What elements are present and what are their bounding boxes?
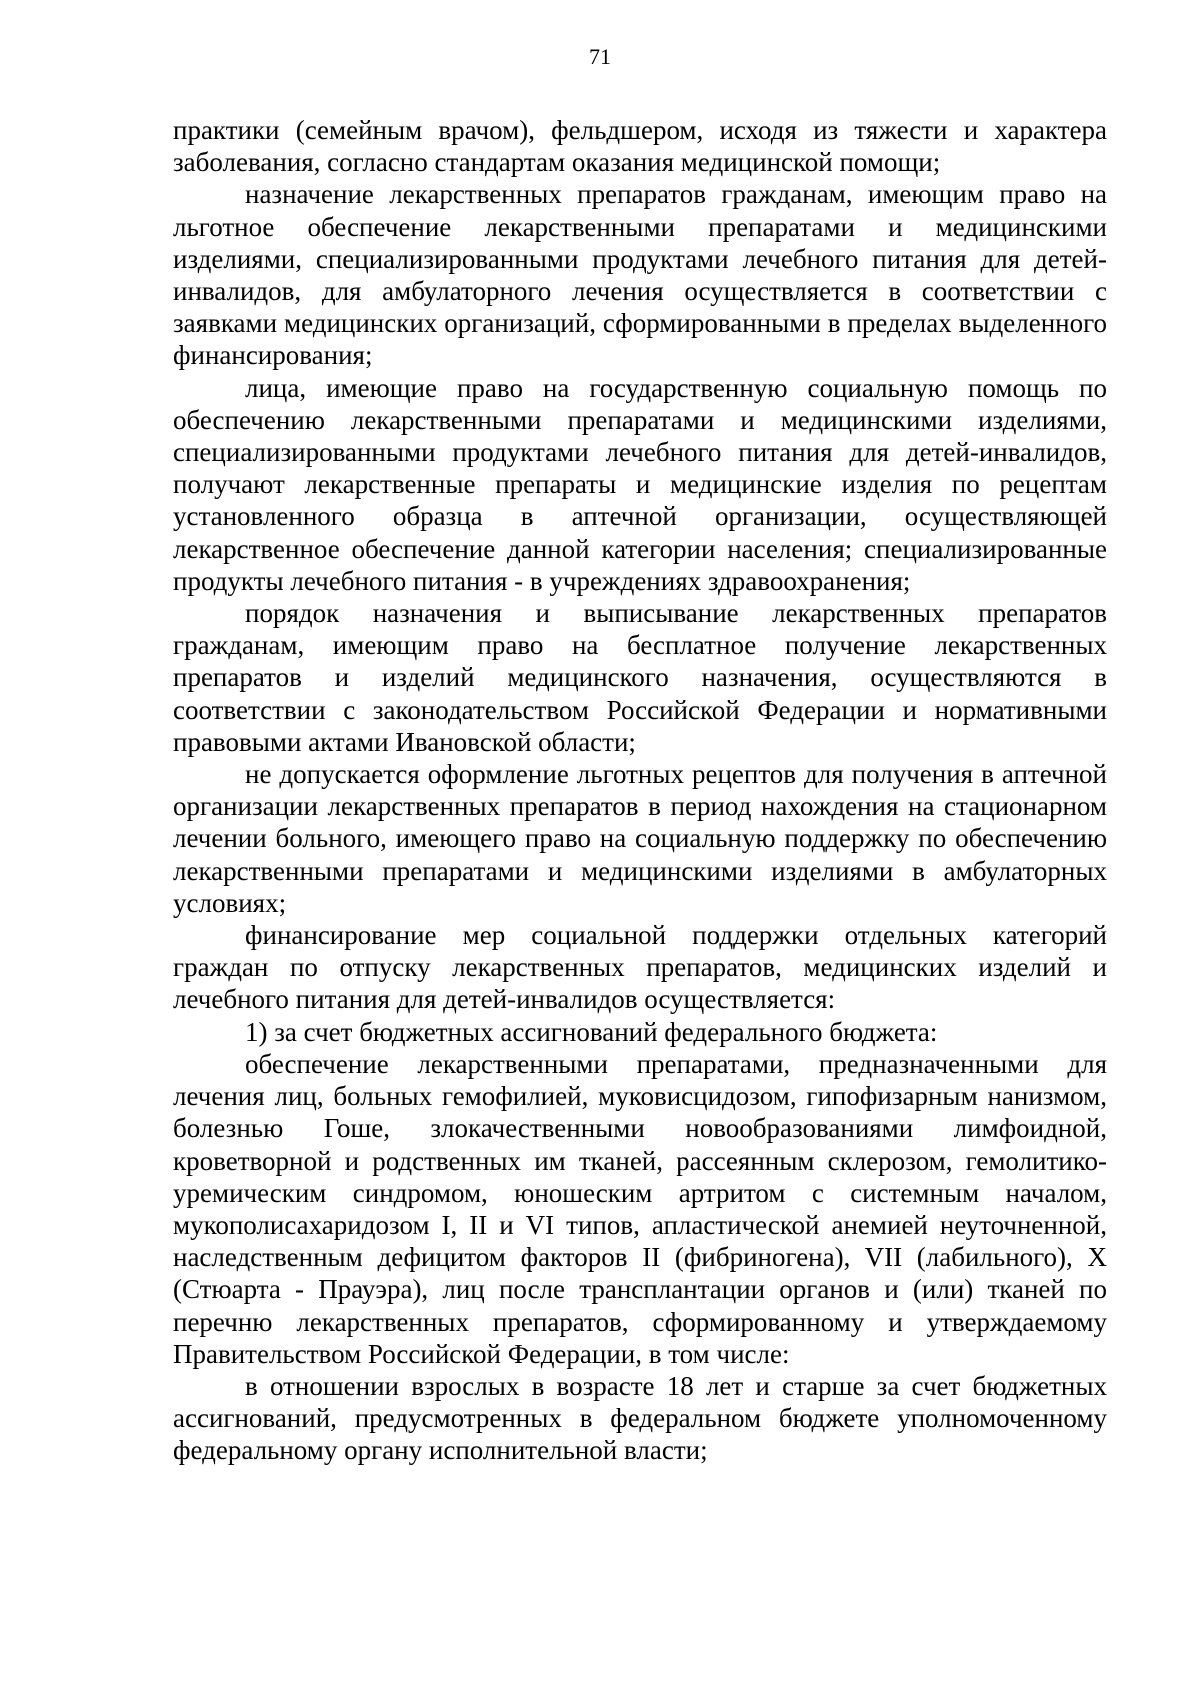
paragraph: практики (семейным врачом), фельдшером, исходя из тяжести и характера заболевания, согласно стандартам оказания медицинской помощи; <box>173 115 1107 178</box>
paragraph: лица, имеющие право на государственную социальную помощь по обеспечению лекарственными препаратами и медицинскими изделиями, специализированными продуктами лечебного питания для детей-инвалидов, получают лекарственные препараты и медицинские изделия по рецептам установленного образца в аптечной организации, осуществляющей лекарственное обеспечение данной категории населения; специализированные продукты лечебного питания - в учреждениях здравоохранения; <box>173 372 1107 596</box>
paragraph: 1) за счет бюджетных ассигнований федерального бюджета: <box>245 1016 938 1047</box>
document-body <box>173 114 1107 1467</box>
paragraph: порядок назначения и выписывание лекарственных препаратов гражданам, имеющим право на бесплатное получение лекарственных препаратов и изделий медицинского назначения, осуществляются в соответствии с законодательством Российской Федерации и нормативными правовыми актами Ивановской области; <box>173 598 1107 757</box>
paragraph: обеспечение лекарственными препаратами, предназначенными для лечения лиц, больных гемофилией, муковисцидозом, гипофизарным нанизмом, болезнью Гоше, злокачественными новообразованиями лимфоидной, кроветворной и родственных им тканей, рассеянным склерозом, гемолитико-уремическим синдромом, юношеским артритом с системным началом, мукополисахаридозом I, II и VI типов, апластической анемией неуточненной, наследственным дефицитом факторов II (фибриногена), VII (лабильного), X (Стюарта - Прауэра), лиц после трансплантации органов и (или) тканей по перечню лекарственных препаратов, сформированному и утверждаемому Правительством Российской Федерации, в том числе: <box>173 1048 1107 1369</box>
paragraph: назначение лекарственных препаратов гражданам, имеющим право на льготное обеспечение лекарственными препаратами и медицинскими изделиями, специализированными продуктами лечебного питания для детей-инвалидов, для амбулаторного лечения осуществляется в соответствии с заявками медицинских организаций, сформированными в пределах выделенного финансирования; <box>173 179 1107 371</box>
page-number: 71 <box>589 44 611 69</box>
paragraph: не допускается оформление льготных рецептов для получения в аптечной организации лекарственных препаратов в период нахождения на стационарном лечении больного, имеющего право на социальную поддержку по обеспечению лекарственными препаратами и медицинскими изделиями в амбулаторных условиях; <box>173 759 1107 918</box>
paragraph: в отношении взрослых в возрасте 18 лет и старше за счет бюджетных ассигнований, предусмотренных в федеральном бюджете уполномоченному федеральному органу исполнительной власти; <box>173 1370 1107 1466</box>
paragraph: финансирование мер социальной поддержки отдельных категорий граждан по отпуску лекарственных препаратов, медицинских изделий и лечебного питания для детей-инвалидов осуществляется: <box>173 920 1107 1015</box>
